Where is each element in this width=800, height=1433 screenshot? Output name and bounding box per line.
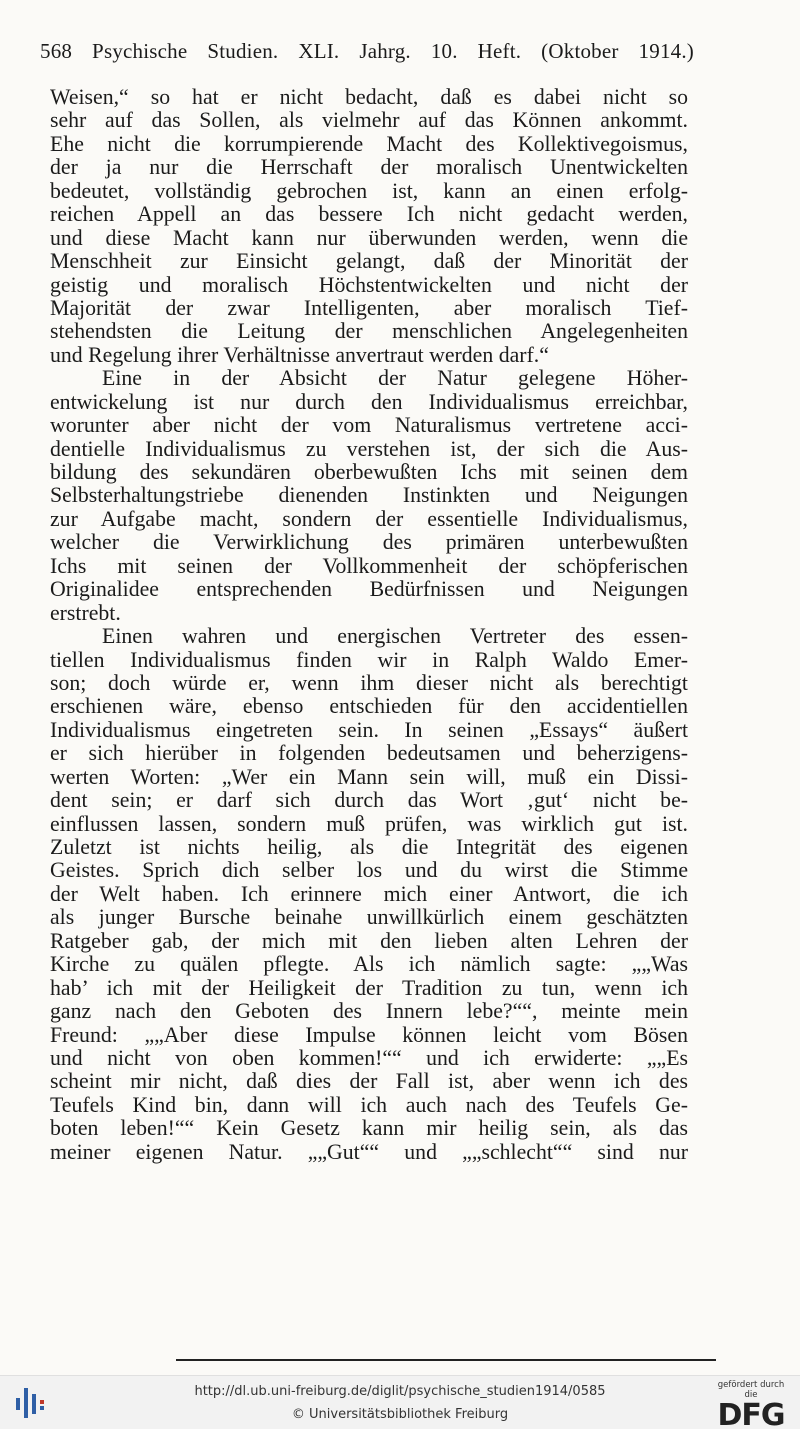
text-line: son; doch würde er, wenn ihm dieser nicht als berechtigt (50, 671, 688, 695)
text-line: dentielle Individualismus zu verstehen ist, der sich die Aus- (50, 437, 688, 461)
text-line: Ichs mit seinen der Vollkommenheit der schöpferischen (50, 554, 688, 578)
text-line: Geistes. Sprich dich selber los und du wirst die Stimme (50, 859, 688, 883)
text-line: Zuletzt ist nichts heilig, als die Integrität des eigenen (50, 836, 688, 859)
text-line: einflussen lassen, sondern muß prüfen, was wirklich gut ist. (50, 812, 688, 836)
text-line: als junger Bursche beinahe unwillkürlich einem geschätzten (50, 906, 688, 930)
dfg-wordmark: DFG (717, 1398, 785, 1433)
text-line: Kirche zu quälen pflegte. Als ich nämlich sagte: „„Was (50, 953, 688, 977)
text-line: scheint mir nicht, daß dies der Fall ist, aber wenn ich des (50, 1070, 688, 1094)
dfg-caption: gefördert durch die (717, 1380, 785, 1400)
viewer-footer (0, 1375, 800, 1433)
text-line: Einen wahren und energischen Vertreter des essen- (102, 625, 688, 649)
text-line: Freund: „„Aber diese Impulse können leicht vom Bösen (50, 1023, 688, 1047)
text-line: der Welt haben. Ich erinnere mich einer Antwort, die ich (50, 882, 688, 906)
text-line: dent sein; er darf sich durch das Wort ‚gut‘ nicht be- (50, 789, 688, 813)
text-line: und diese Macht kann nur überwunden werden, wenn die (50, 226, 688, 250)
text-line: geistig und moralisch Höchstentwickelten und nicht der (50, 273, 688, 297)
footer-copyright: © Universitätsbibliothek Freiburg (291, 1407, 509, 1422)
text-line: stehendsten die Leitung der menschlichen Angelegenheiten (50, 320, 688, 344)
text-line: entwickelung ist nur durch den Individualismus erreichbar, (50, 390, 688, 414)
text-line: sehr auf das Sollen, als vielmehr auf das Können ankommt. (50, 109, 688, 133)
dfg-logo-icon[interactable] (710, 1380, 792, 1433)
text-line: Ratgeber gab, der mich mit den lieben alten Lehren der (50, 929, 688, 953)
text-line: bildung des sekundären oberbewußten Ichs mit seinen dem (50, 461, 688, 484)
text-line: erstrebt. (50, 601, 121, 625)
running-head: 568 Psychische Studien. XLI. Jahrg. 10. Heft. (Oktober 1914.) (40, 39, 694, 63)
text-line: hab’ ich mit der Heiligkeit der Tradition zu tun, wenn ich (50, 976, 688, 1000)
text-line: ganz nach den Geboten des Innern lebe?““, meinte mein (50, 1000, 688, 1024)
text-line: Weisen,“ so hat er nicht bedacht, daß es dabei nicht so (50, 86, 688, 109)
text-line: Selbsterhaltungstriebe dienenden Instinkten und Neigungen (50, 484, 688, 508)
body-text (50, 86, 688, 1164)
text-line: Individualismus eingetreten sein. In seinen „Essays“ äußert (50, 718, 688, 742)
text-line: meiner eigenen Natur. „„Gut““ und „„schlecht““ sind nur (50, 1140, 688, 1164)
footer-url-link[interactable]: http://dl.ub.uni-freiburg.de/diglit/psychische_studien1914/0585 (194, 1384, 606, 1399)
text-line: Menschheit zur Einsicht gelangt, daß der Minorität der (50, 250, 688, 274)
text-line: erschienen wäre, ebenso entschieden für den accidentiellen (50, 695, 688, 719)
text-line: der ja nur die Herrschaft der moralisch Unentwickelten (50, 156, 688, 180)
footer-rule (176, 1359, 716, 1361)
text-line: welcher die Verwirklichung des primären unterbewußten (50, 531, 688, 555)
text-line: er sich hierüber in folgenden bedeutsamen und beherzigens- (50, 742, 688, 766)
text-line: bedeutet, vollständig gebrochen ist, kann an einen erfolg- (50, 179, 688, 203)
text-line: worunter aber nicht der vom Naturalismus vertretene acci- (50, 414, 688, 438)
text-line: Eine in der Absicht der Natur gelegene Höher- (102, 367, 688, 391)
text-line: und Regelung ihrer Verhältnisse anvertraut werden darf.“ (50, 343, 549, 367)
text-line: boten leben!““ Kein Gesetz kann mir heilig sein, als das (50, 1117, 688, 1141)
text-line: Teufels Kind bin, dann will ich auch nach des Teufels Ge- (50, 1093, 688, 1117)
text-line: zur Aufgabe macht, sondern der essentielle Individualismus, (50, 507, 688, 531)
text-line: tiellen Individualismus finden wir in Ralph Waldo Emer- (50, 648, 688, 672)
text-line: Originalidee entsprechenden Bedürfnissen und Neigungen (50, 578, 688, 602)
text-line: Majorität der zwar Intelligenten, aber moralisch Tief- (50, 296, 688, 320)
text-line: reichen Appell an das bessere Ich nicht gedacht werden, (50, 203, 688, 227)
text-line: werten Worten: „Wer ein Mann sein will, muß ein Dissi- (50, 765, 688, 789)
text-line: Ehe nicht die korrumpierende Macht des Kollektivegoismus, (50, 132, 688, 156)
text-line: und nicht von oben kommen!““ und ich erwiderte: „„Es (50, 1046, 688, 1070)
